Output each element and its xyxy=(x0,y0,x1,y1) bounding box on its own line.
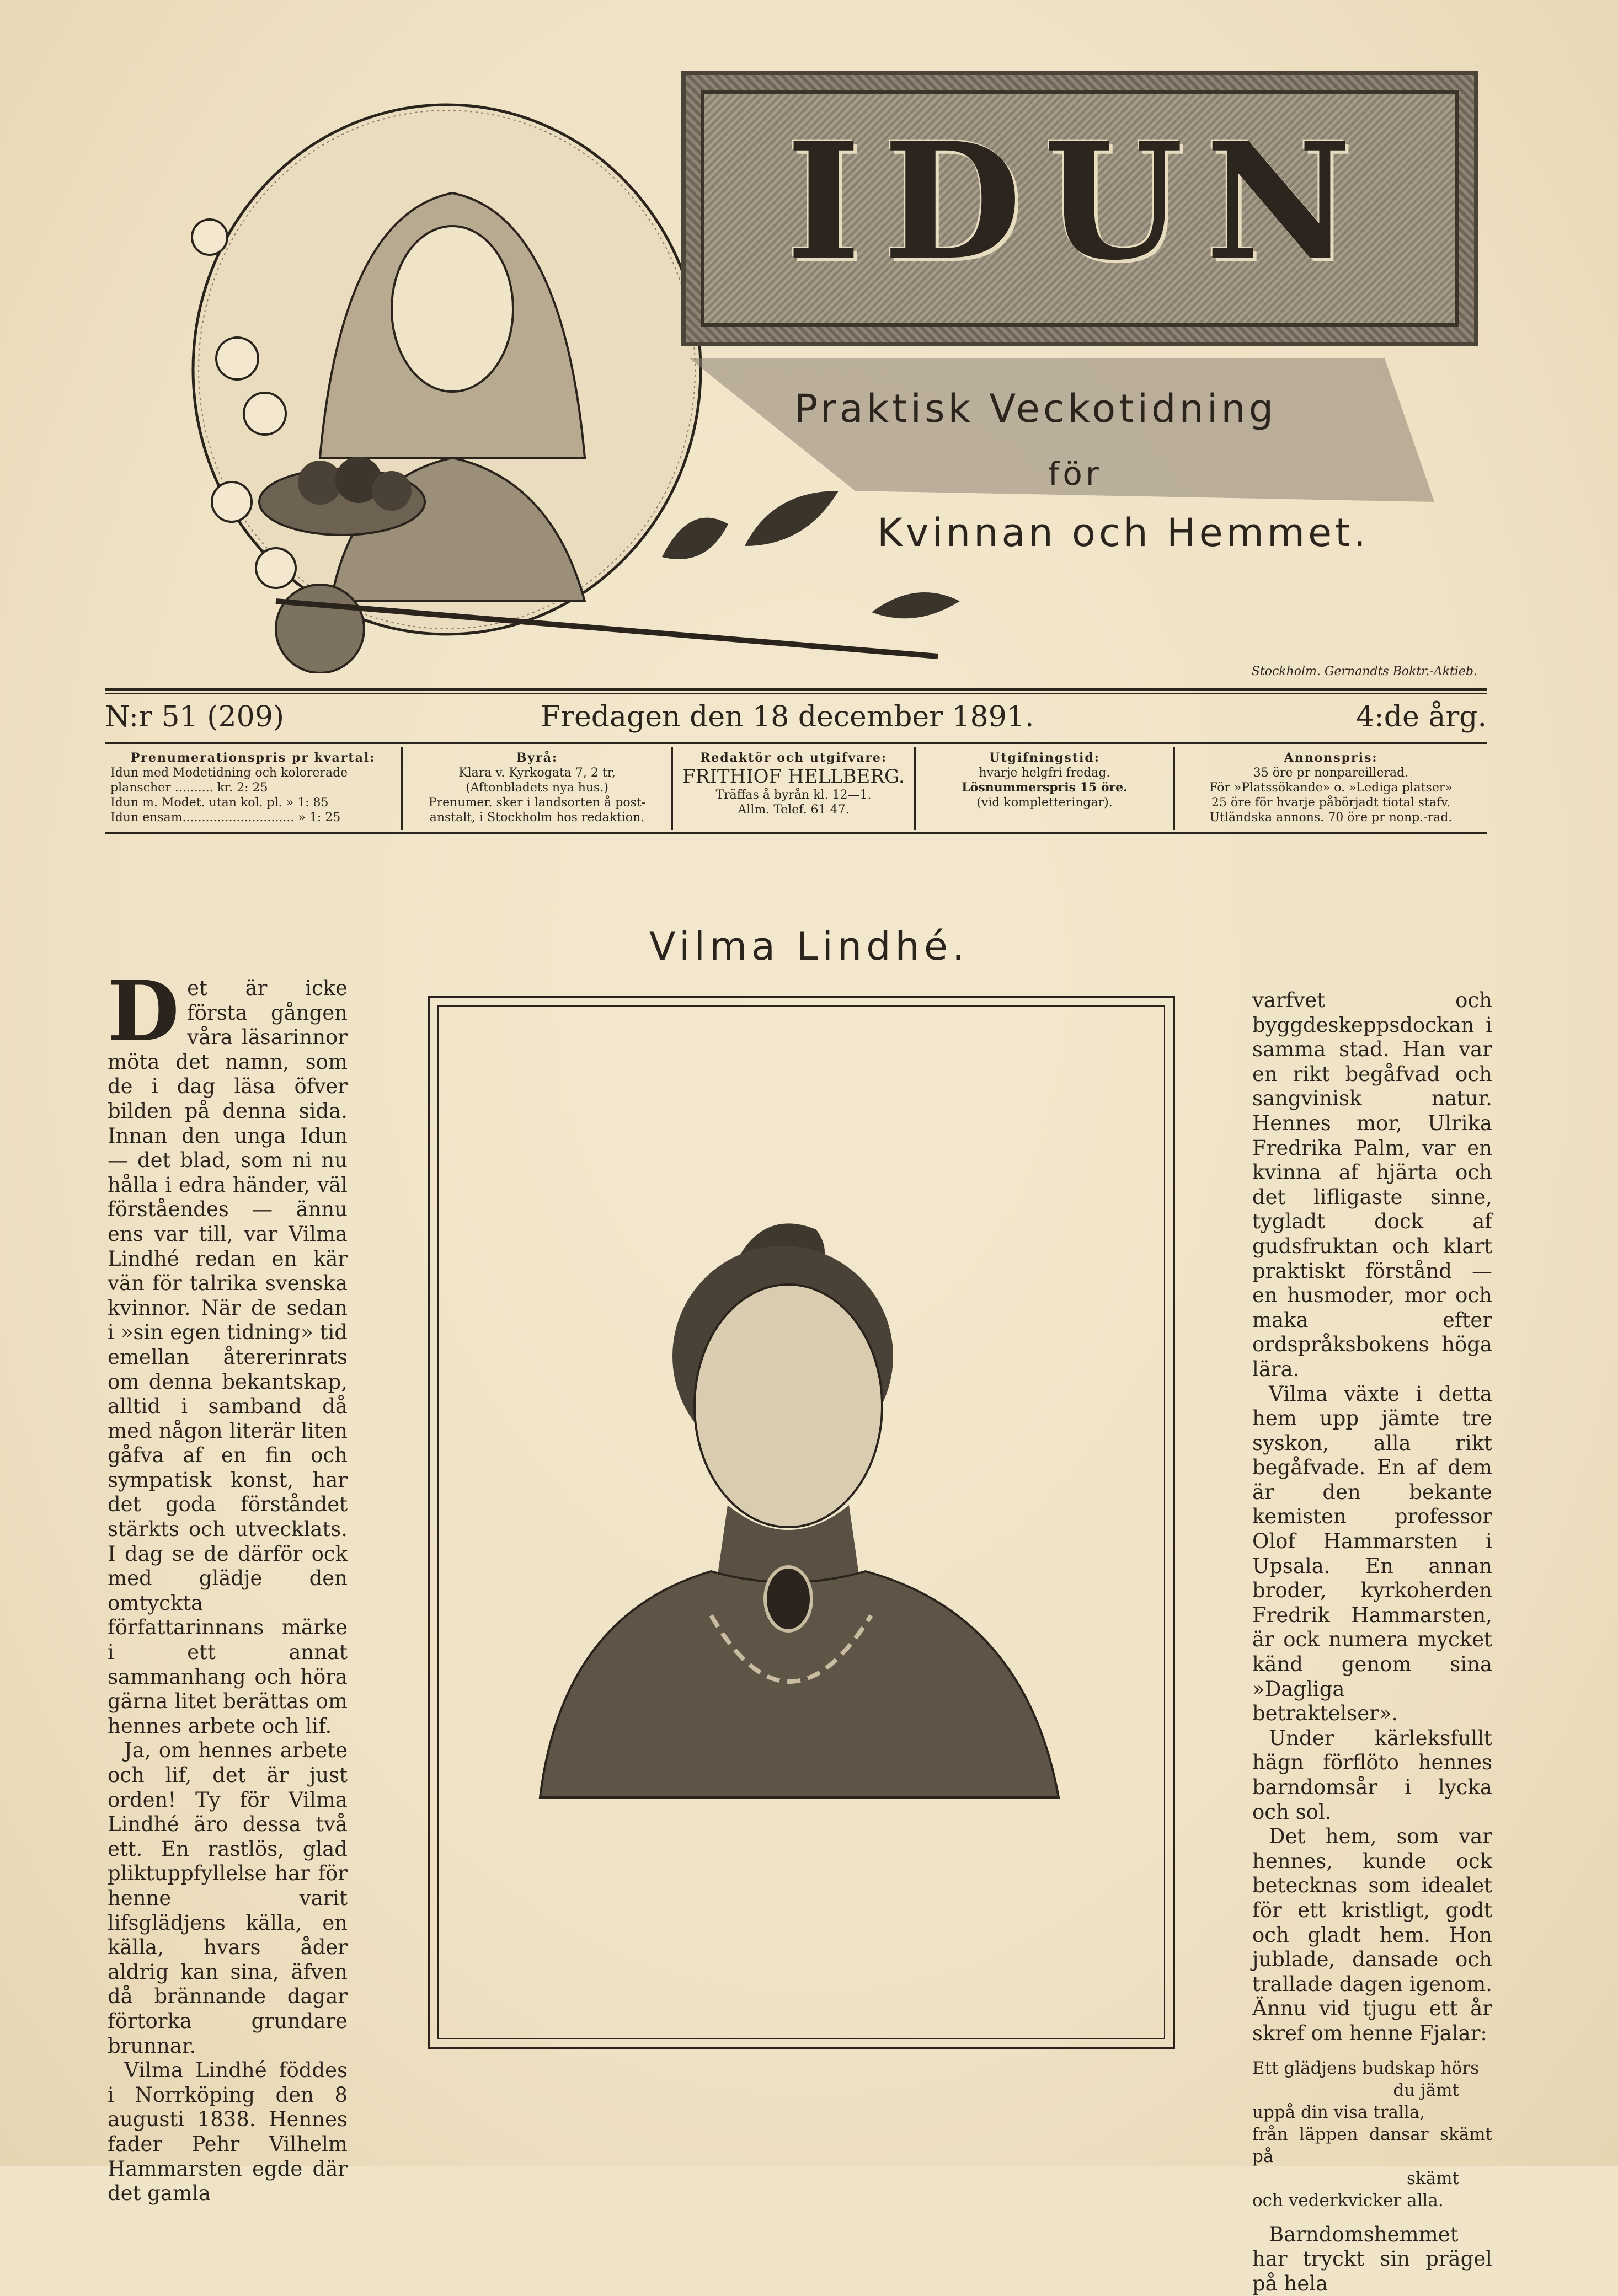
right-column xyxy=(1252,988,1492,2296)
yarn-ball xyxy=(276,585,364,673)
poem xyxy=(1252,2057,1492,2212)
ads-box xyxy=(1175,747,1487,830)
publication-schedule: hvarje helgfri fredag. xyxy=(979,766,1110,780)
editor-hours: Träffas å byrån kl. 12—1. xyxy=(715,788,872,802)
poem-line: du jämt xyxy=(1393,2080,1459,2100)
editor-name: FRITHIOF HELLBERG. xyxy=(682,766,905,788)
poem-line: uppå din visa tralla, xyxy=(1252,2102,1425,2122)
leafy-branch xyxy=(276,601,938,656)
editor-heading: Redaktör och utgifvare: xyxy=(699,751,888,765)
ads-rate-2: För »Platssökande» o. »Lediga platser» xyxy=(1209,781,1453,795)
masthead-title-box xyxy=(681,71,1478,346)
rule-top-thin xyxy=(105,693,1487,694)
office-heading: Byrå: xyxy=(516,751,558,765)
paragraph: Vilma Lindhé föddes i Norrköping den 8 augusti 1838. Hennes fader Pehr Vilhelm Hammarsten egde där det gamla xyxy=(108,2058,348,2206)
ads-rate-4: Utländska annons. 70 öre pr nonp.-rad. xyxy=(1209,811,1453,825)
rule-top xyxy=(105,688,1487,691)
office-address: Klara v. Kyrkogata 7, 2 tr, xyxy=(458,766,616,780)
office-sub-note-1: Prenumer. sker i landsorten å post- xyxy=(428,796,646,810)
fruit xyxy=(372,471,412,511)
rule-mid xyxy=(105,742,1487,744)
issue-date: Fredagen den 18 december 1891. xyxy=(541,700,1034,734)
article-title: Vilma Lindhé. xyxy=(649,924,969,969)
paragraph: Det hem, som var hennes, kunde ock betecknas som idealet för ett kristligt, godt och gladt hem. Hon jublade, dansade och trallade dagen igenom. Ännu vid tjugu ett år skref om henne Fjalar: xyxy=(1252,1824,1492,2045)
masthead-subtitle-1: Praktisk Veckotidning xyxy=(794,386,1277,431)
office-sub-note-2: anstalt, i Stockholm hos redaktion. xyxy=(429,811,645,825)
leaf xyxy=(872,592,960,618)
rule-bottom xyxy=(105,832,1487,834)
left-column xyxy=(108,963,348,2206)
paragraph: Det är icke första gången våra läsarinnor möta det namn, som de i dag läsa öfver bilden på denna sida. Innan den unga Idun — det blad, som ni nu hålla i edra händer, väl förståendes — ännu ens var till, var Vilma Lindhé redan en kär vän för talrika svenska kvinnor. När de sedan i »sin egen tidning» tid emellan återerinrats om denna bekantskap, alltid i samband då med någon literär liten gåfva af en fin och sympatisk konst, har det goda förståndet stärkts och utvecklats. I dag se de därför ock med glädje den omtyckta författarinnans märke i ett annat sammanhang och höra gärna litet berättas om hennes arbete och lif. xyxy=(108,963,348,1738)
subscription-row: Idun ensam............................. » 1: 25 xyxy=(110,811,341,825)
portrait-frame xyxy=(428,996,1175,2049)
subscription-row: Idun m. Modet. utan kol. pl. » 1: 85 xyxy=(110,796,329,810)
issue-line xyxy=(105,695,1487,745)
single-copy-price: Lösnummerspris 15 öre. xyxy=(962,780,1128,795)
fruit xyxy=(298,461,342,505)
leaf xyxy=(745,491,839,546)
ads-rate-1: 35 öre pr nonpareillerad. xyxy=(1253,766,1409,780)
portrait-face xyxy=(695,1285,882,1527)
single-copy-note: (vid kompletteringar). xyxy=(976,796,1113,810)
office-box xyxy=(403,747,673,830)
brooch xyxy=(765,1567,811,1631)
office-note: (Aftonbladets nya hus.) xyxy=(466,781,608,795)
paragraph: varfvet och byggdeskeppsdockan i samma stad. Han var en rikt begåfvad och sangvinisk natur. Hennes mor, Ulrika Fredrika Palm, var en kvinna af hjärta och det lifligaste sinne, tygladt dock af gudsfruktan och klart praktiskt förstånd — en husmoder, mor och maka efter ordspråksbokens höga lära. xyxy=(1252,988,1492,1381)
editor-box xyxy=(673,747,916,830)
editor-phone: Allm. Telef. 61 47. xyxy=(738,803,850,817)
publication-heading: Utgifningstid: xyxy=(989,751,1100,765)
paragraph: Ja, om hennes arbete och lif, det är just orden! Ty för Vilma Lindhé äro dessa två ett. En rastlös, glad pliktuppfyllelse har för henne varit lifsglädjens källa, en källa, hvars åder aldrig kan sina, äfven då brännande dagar förtorka grundare brunnar. xyxy=(108,1738,348,2058)
poem-line: Ett glädjens budskap hörs xyxy=(1252,2058,1480,2078)
poem-line: från läppen dansar skämt på xyxy=(1252,2124,1492,2166)
drop-cap: D xyxy=(108,963,180,1060)
issue-year: 4:de årg. xyxy=(1356,700,1487,734)
ads-rate-3: 25 öre för hvarje påbörjadt tiotal stafv. xyxy=(1211,796,1450,810)
masthead-subtitle-2: för xyxy=(1048,455,1102,493)
paragraph: Under kärleksfullt hägn förflöto hennes barndomsår i lycka och sol. xyxy=(1252,1726,1492,1824)
paragraph: Barndomshemmet har tryckt sin prägel på hela xyxy=(1252,2222,1492,2295)
subscription-heading: Prenumerationspris pr kvartal: xyxy=(130,751,376,765)
leaf xyxy=(662,518,728,559)
masthead-subtitle-3: Kvinnan och Hemmet. xyxy=(877,510,1369,555)
ads-heading: Annonspris: xyxy=(1284,751,1378,765)
paragraph: Vilma växte i detta hem upp jämte tre syskon, alla rikt begåfvade. En af dem är den bekante kemisten professor Olof Hammarsten i Upsala. En annan broder, kyrkoherden Fredrik Hammarsten, är ock numera mycket känd genom sina »Dagliga betraktelser». xyxy=(1252,1382,1492,1726)
issue-number: N:r 51 (209) xyxy=(105,700,285,734)
masthead-title: IDUN xyxy=(786,108,1374,296)
info-row xyxy=(105,747,1487,830)
printer-imprint: Stockholm. Gernandts Boktr.-Aktieb. xyxy=(1251,665,1477,678)
poem-line: och vederkvicker alla. xyxy=(1252,2190,1444,2211)
subscription-row: Idun med Modetidning och kolorerade planscher .......... kr. 2: 25 xyxy=(110,766,348,795)
publication-box xyxy=(916,747,1175,830)
woman-face xyxy=(392,226,513,392)
subscription-box xyxy=(105,747,403,830)
poem-line: skämt xyxy=(1406,2168,1459,2188)
portrait-engraving xyxy=(529,1196,1081,1803)
